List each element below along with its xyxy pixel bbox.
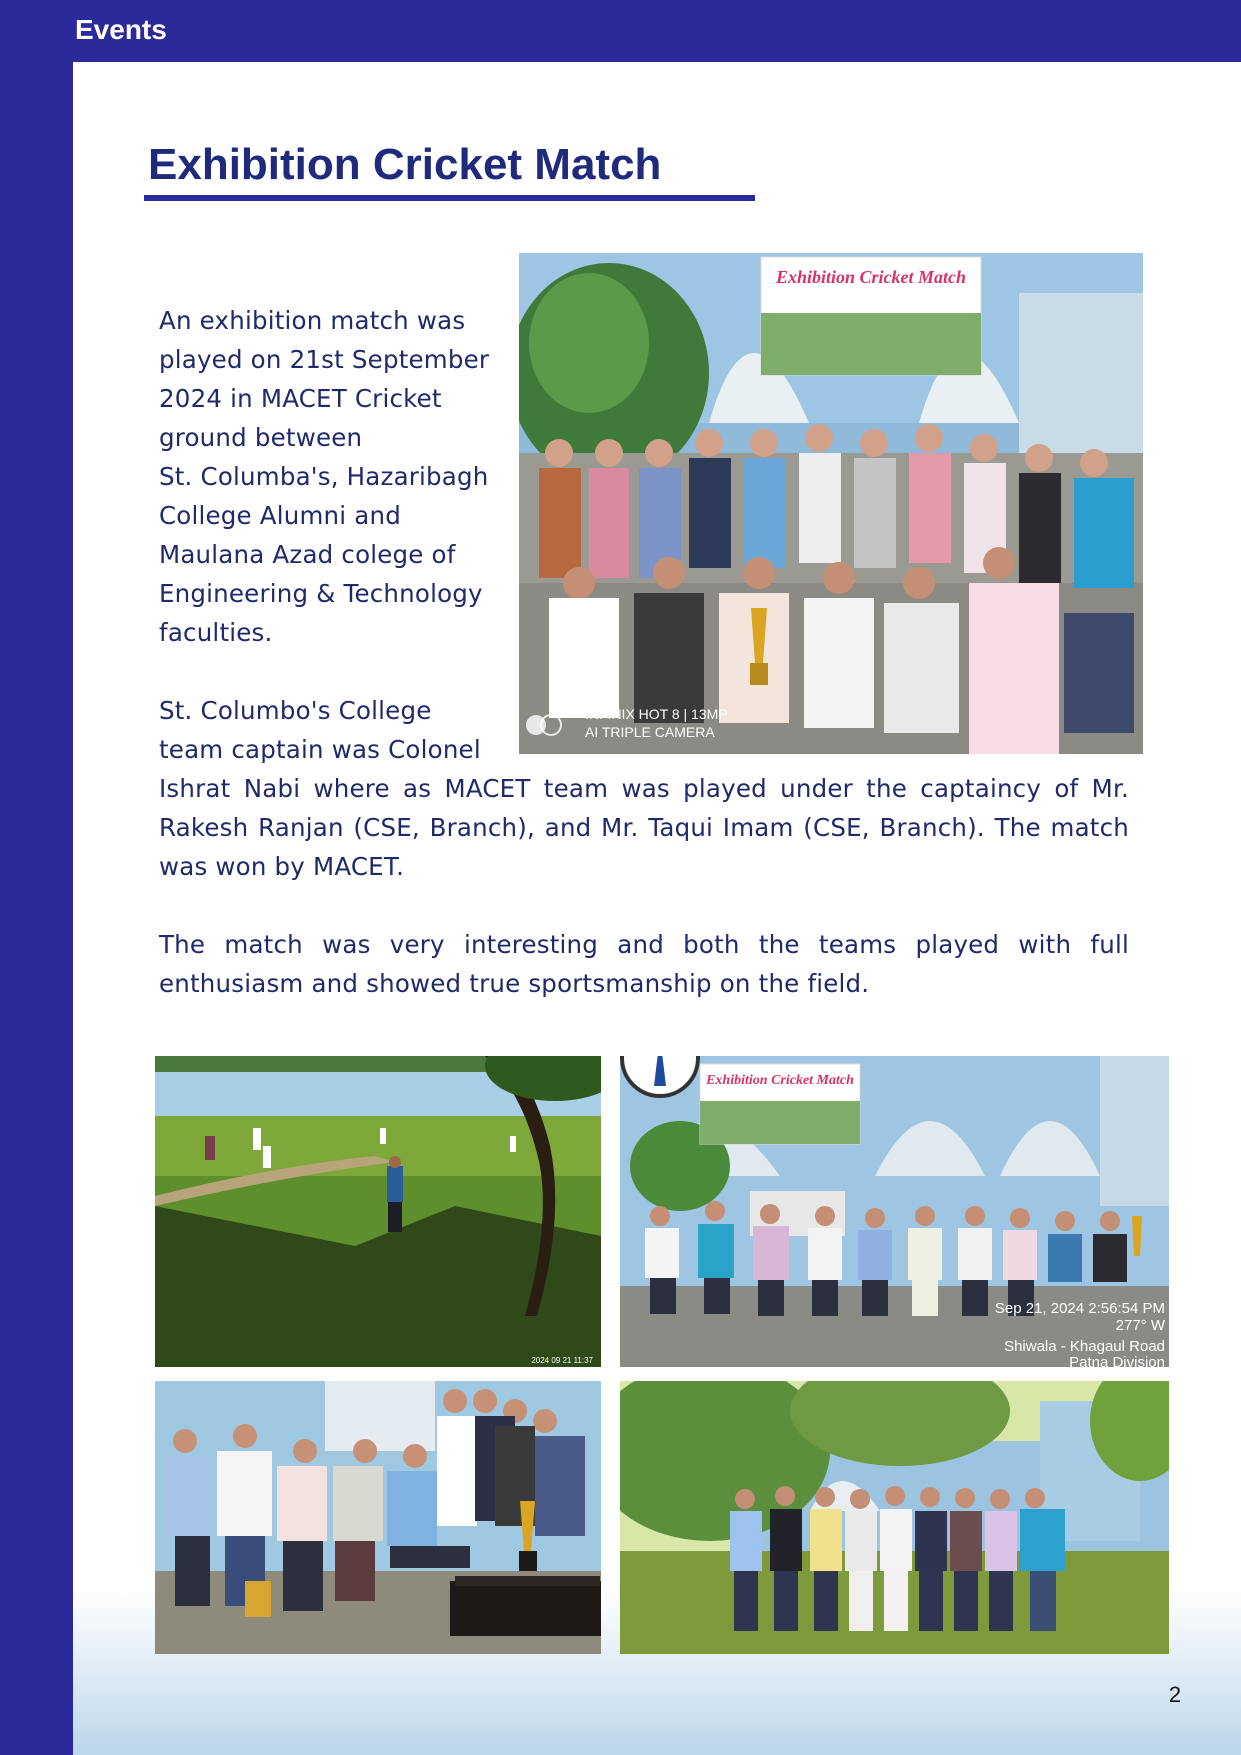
camera-watermark-line2: AI TRIPLE CAMERA [585, 724, 715, 740]
field-photo [155, 1056, 601, 1367]
captain-line: St. Columbo's College [159, 696, 432, 725]
seated-location-line2: Patna Division [1069, 1354, 1165, 1367]
captain-line: team captain was Colonel [159, 735, 481, 764]
camera-watermark-line1: INFINIX HOT 8 | 13MP [585, 706, 728, 722]
seated-group-photo-image [620, 1056, 1169, 1367]
intro-line: Engineering & Technology [159, 579, 483, 608]
field-photo-image [155, 1056, 601, 1367]
intro-line: College Alumni and [159, 501, 401, 530]
page-title: Exhibition Cricket Match [148, 140, 662, 189]
seated-timestamp: Sep 21, 2024 2:56:54 PM [994, 1300, 1165, 1317]
captain-text: Ishrat Nabi where as MACET team was played under the captaincy of Mr. Rakesh Ranjan (CSE, Branch), and Mr. Taqui Imam (CSE, Branch). The match was won by MACET. [159, 774, 1129, 881]
intro-line: St. Columba's, Hazaribagh [159, 462, 489, 491]
standing-group-photo [620, 1381, 1169, 1654]
seated-heading: 277° W [1115, 1317, 1165, 1334]
audience-photo [155, 1381, 601, 1654]
page-number: 2 [1168, 1682, 1182, 1707]
captain-paragraph [159, 769, 1129, 886]
intro-paragraph [159, 301, 511, 769]
intro-line: Maulana Azad colege of [159, 540, 456, 569]
intro-line: faculties. [159, 618, 273, 647]
intro-line: An exhibition match was [159, 306, 466, 335]
main-group-photo-image [519, 253, 1143, 754]
left-sidebar-band [0, 0, 73, 1755]
intro-line: played on 21st September [159, 345, 490, 374]
header-bar [0, 0, 1241, 62]
intro-line: ground between [159, 423, 363, 452]
seated-group-photo [620, 1056, 1169, 1367]
standing-group-photo-image [620, 1381, 1169, 1654]
main-banner-text: Exhibition Cricket Match [775, 267, 967, 287]
seated-location-line1: Shiwala - Khagaul Road [1004, 1338, 1165, 1355]
title-underline [144, 195, 755, 201]
audience-photo-image [155, 1381, 601, 1654]
closing-paragraph [159, 925, 1129, 1003]
field-photo-stamp: 2024 09 21 11:37 [531, 1356, 593, 1365]
section-label: Events [75, 14, 167, 45]
closing-text: The match was very interesting and both the teams played with full enthusiasm and showed true sportsmanship on the field. [159, 930, 1129, 998]
intro-line: 2024 in MACET Cricket [159, 384, 442, 413]
seated-banner-text: Exhibition Cricket Match [706, 1073, 854, 1088]
main-group-photo [519, 253, 1143, 754]
